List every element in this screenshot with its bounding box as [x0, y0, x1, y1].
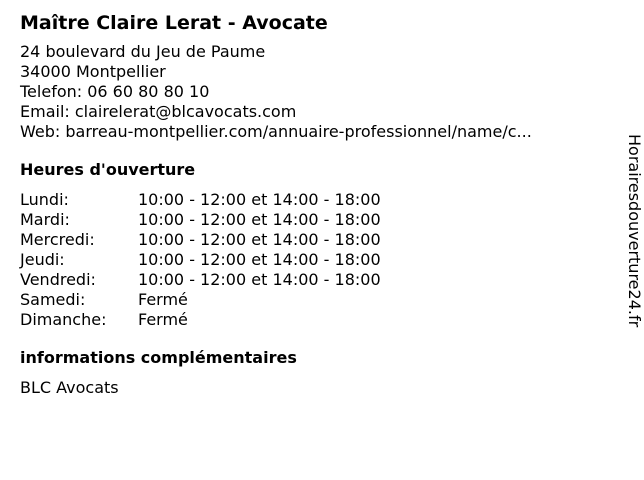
time-value: 10:00 - 12:00 et 14:00 - 18:00 [138, 230, 381, 249]
time-value: 10:00 - 12:00 et 14:00 - 18:00 [138, 270, 381, 289]
watermark-text: Horairesdouverture24.fr [625, 134, 644, 328]
day-label: Jeudi: [20, 250, 65, 269]
time-value: Fermé [138, 310, 188, 329]
day-label: Lundi: [20, 190, 69, 209]
hours-table [20, 190, 600, 330]
extra-info-text: BLC Avocats [20, 378, 119, 397]
day-label: Mercredi: [20, 230, 95, 249]
email-line: Email: clairelerat@blcavocats.com [20, 102, 297, 121]
day-label: Mardi: [20, 210, 70, 229]
business-card [20, 10, 600, 398]
hours-title: Heures d'ouverture [20, 160, 196, 179]
hours-row-tuesday [20, 210, 600, 230]
hours-row-saturday [20, 290, 600, 310]
time-value: 10:00 - 12:00 et 14:00 - 18:00 [138, 190, 381, 209]
business-title: Maître Claire Lerat - Avocate [20, 12, 328, 34]
hours-row-monday [20, 190, 600, 210]
hours-row-wednesday [20, 230, 600, 250]
day-label: Vendredi: [20, 270, 96, 289]
day-label: Samedi: [20, 290, 86, 309]
web-line: Web: barreau-montpellier.com/annuaire-professionnel/name/c... [20, 122, 532, 141]
address-line-2: 34000 Montpellier [20, 62, 166, 81]
time-value: 10:00 - 12:00 et 14:00 - 18:00 [138, 210, 381, 229]
day-label: Dimanche: [20, 310, 107, 329]
phone-line: Telefon: 06 60 80 80 10 [20, 82, 210, 101]
extra-info-title: informations complémentaires [20, 348, 297, 367]
hours-row-friday [20, 270, 600, 290]
hours-row-thursday [20, 250, 600, 270]
hours-row-sunday [20, 310, 600, 330]
site-watermark [624, 134, 644, 374]
address-line-1: 24 boulevard du Jeu de Paume [20, 42, 266, 61]
time-value: Fermé [138, 290, 188, 309]
time-value: 10:00 - 12:00 et 14:00 - 18:00 [138, 250, 381, 269]
